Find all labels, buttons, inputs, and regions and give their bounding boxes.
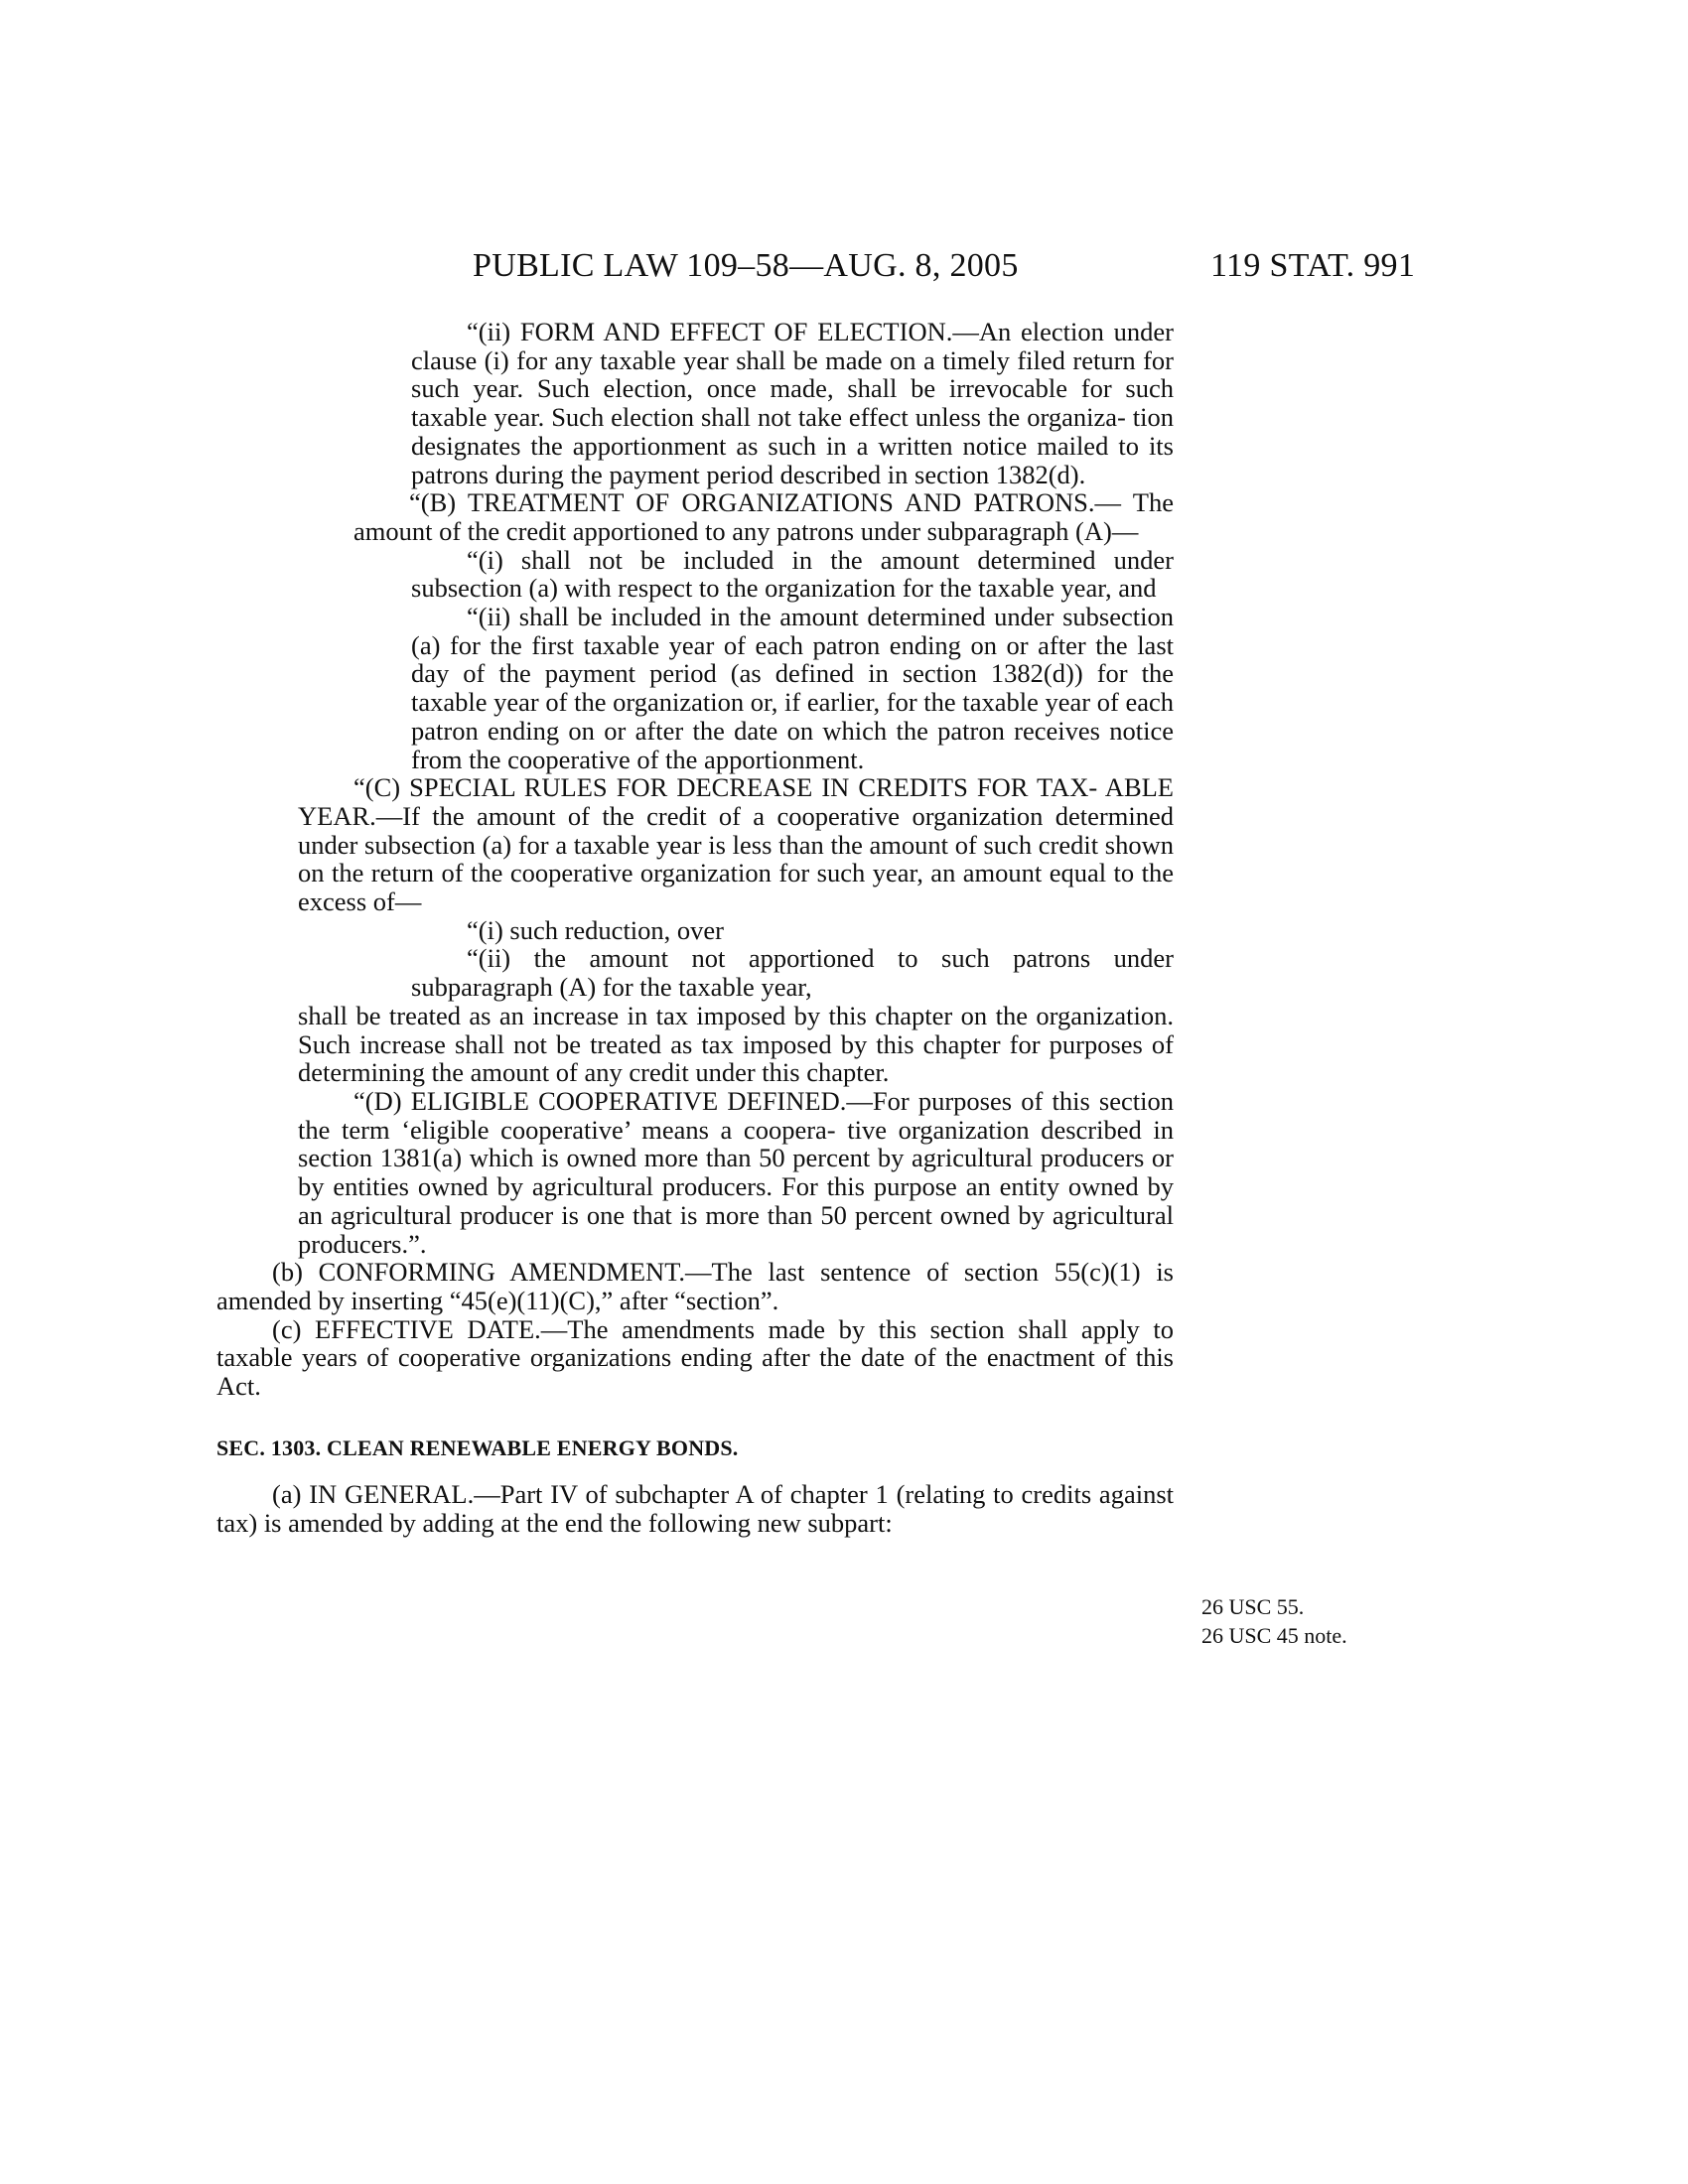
subparagraph-b-treatment: “(B) TREATMENT OF ORGANIZATIONS AND PATRONS.— The amount of the credit apportioned to any patrons under subparagraph (A)—	[353, 487, 1174, 546]
page-citation: 119 STAT. 991	[1210, 247, 1416, 284]
subparagraph-c-special-rules: “(C) SPECIAL RULES FOR DECREASE IN CREDITS FOR TAX- ABLE YEAR.—If the amount of the credit of a cooperative organization determined under subsection (a) for a taxable year is less than the amount of such credit shown on the return of the cooperative organization for such year, an amount equal to the excess of—	[298, 772, 1174, 917]
section-heading: SEC. 1303. CLEAN RENEWABLE ENERGY BONDS.	[216, 1434, 739, 1460]
flush-text-increase-in-tax: shall be treated as an increase in tax imposed by this chapter on the organization. Such increase shall not be treated as tax imposed by this chapter for purposes of determining the amount of any credit under this chapter.	[298, 1000, 1174, 1088]
running-header-left: PUBLIC LAW 109–58—AUG. 8, 2005	[473, 247, 1019, 284]
clause-ii-form-and-effect: “(ii) FORM AND EFFECT OF ELECTION.—An election under clause (i) for any taxable year shall be made on a timely filed return for such year. Such election, once made, shall be irrevocable for such taxable year. Such election shall not take effect unless the organiza- tion designates the apportionment as such in a written notice mailed to its patrons during the payment period described in section 1382(d).	[411, 317, 1174, 489]
subsection-c-effective-date: (c) EFFECTIVE DATE.—The amendments made by this section shall apply to taxable years of cooperative organizations ending after the date of the enactment of this Act.	[216, 1313, 1174, 1402]
clause-ii-included: “(ii) shall be included in the amount determined under subsection (a) for the first taxable year of each patron ending on or after the last day of the payment period (as defined in section 1382(d)) for the taxable year of the organization or, if earlier, for the taxable year of each patron ending on or after the date on which the patron receives notice from the cooperative of the apportionment.	[411, 602, 1174, 774]
subsection-a-in-general: (a) IN GENERAL.—Part IV of subchapter A of chapter 1 (relating to credits against tax) is amended by adding at the end the following new subpart:	[216, 1479, 1174, 1539]
margin-note-usc-55: 26 USC 55.	[1201, 1594, 1305, 1619]
subsection-b-conforming-amendment: (b) CONFORMING AMENDMENT.—The last sentence of section 55(c)(1) is amended by inserting “45(e)(11)(C),” after “section”.	[216, 1257, 1174, 1315]
subparagraph-d-eligible-cooperative: “(D) ELIGIBLE COOPERATIVE DEFINED.—For purposes of this section the term ‘eligible cooperative’ means a coopera- tive organization described in section 1381(a) which is owned more than 50 percent by agricultural producers or by entities owned by agricultural producers. For this purpose an entity owned by an agricultural producer is one that is more than 50 percent owned by agricultural producers.”.	[298, 1085, 1174, 1259]
document-body	[216, 317, 1174, 1539]
clause-i-not-included: “(i) shall not be included in the amount determined under subsection (a) with respect to the organization for the taxable year, and	[411, 544, 1174, 604]
clause-i-reduction: “(i) such reduction, over	[467, 914, 725, 945]
clause-ii-not-apportioned: “(ii) the amount not apportioned to such patrons under subparagraph (A) for the taxable year,	[411, 943, 1174, 1003]
margin-note-usc-45-note: 26 USC 45 note.	[1201, 1623, 1347, 1648]
